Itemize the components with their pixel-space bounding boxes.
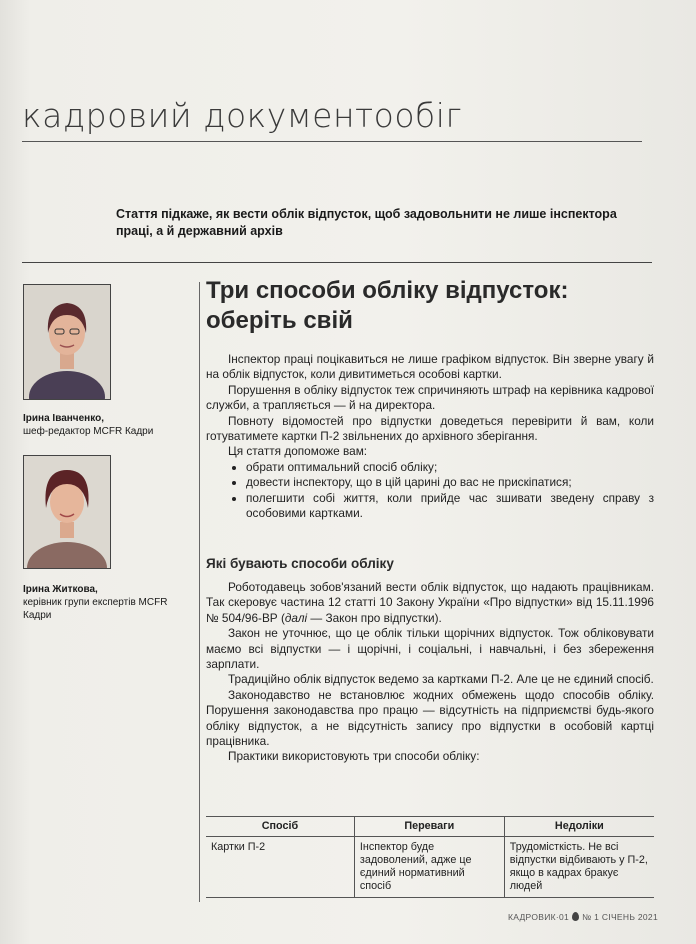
list-item: • довести інспектору, що в цій царині до вас не прискіпатися; — [246, 475, 654, 490]
article-intro — [206, 352, 654, 521]
column-header: Переваги — [354, 817, 504, 837]
methods-table — [206, 816, 654, 898]
lead-divider — [22, 262, 652, 263]
paragraph: Повноту відомостей про відпустки доведеться перевірити й вам, коли готуватимете картки П-2 звільнених до архівного зберігання. — [206, 413, 654, 444]
paragraph: Ця стаття допоможе вам: — [228, 444, 368, 459]
author-name: Ірина Іванченко, — [23, 413, 104, 424]
paragraph: Закон не уточнює, що це облік тільки щорічних відпусток. Тож обліковувати маємо всі відпустки — і щорічні, і соціальні, і навчальні, і без збереження зарплати. — [206, 626, 654, 672]
paragraph: Практики використовують три способи обліку: — [228, 749, 480, 764]
author-zhytkova — [23, 583, 198, 622]
column-divider — [199, 282, 200, 902]
author-ivanchenko — [23, 412, 198, 438]
table-row — [206, 837, 654, 898]
law-abbrev: далі — [284, 610, 308, 625]
list-item: • полегшити собі життя, коли прийде час зшивати зведену справу з особовими картками. — [246, 491, 654, 522]
column-header: Спосіб — [206, 817, 354, 837]
subheading: Які бувають способи обліку — [206, 556, 394, 571]
magazine-name: КАДРОВИК·01 — [508, 912, 570, 922]
section-title: кадровий документообіг — [22, 96, 463, 135]
author-photo-ivanchenko — [23, 284, 111, 400]
lead-text: Стаття підкаже, як вести облік відпусток, щоб задовольнити не лише інспектора праці, а й державний архів — [116, 207, 617, 238]
paragraph — [206, 580, 654, 626]
article-headline: Три способи обліку відпусток: оберіть свій — [206, 277, 569, 334]
title-divider — [22, 141, 642, 142]
paragraph: Законодавство не встановлює жодних обмежень щодо способів обліку. Порушення законодавства про працю — відсутність на підприємстві будь-якого обліку відпусток, а не відсутність запису про відпустки в особовій картці працівника. — [206, 687, 654, 749]
issue-info: № 1 СІЧЕНЬ 2021 — [582, 912, 658, 922]
paragraph: Традиційно облік відпусток ведемо за картками П-2. Але це не єдиний спосіб. — [228, 672, 654, 687]
table-header-row — [206, 817, 654, 837]
list-item: • обрати оптимальний спосіб обліку; — [246, 460, 654, 475]
table-cell: Трудомісткість. Не всі відпустки відбивають у П-2, якщо в кадрах бракує людей — [504, 837, 654, 898]
author-name: Ірина Житкова, — [23, 584, 98, 595]
paragraph: Інспектор праці поцікавиться не лише графіком відпусток. Він зверне увагу й на облік відпусток, коли дивитиметься особові картки. — [206, 352, 654, 382]
column-header: Недоліки — [504, 817, 654, 837]
benefits-list — [206, 460, 654, 522]
table-cell: Картки П-2 — [206, 837, 354, 898]
author-role: керівник групи експертів MCFR Кадри — [23, 597, 168, 621]
page-footer — [508, 912, 658, 922]
law-text: Роботодавець зобов'язаний вести облік відпусток, що надають працівникам. Так скеровує частина 12 статті 10 Закону України «Про відпустки» від 15.11.1996 № 504/96-ВР ( — [206, 580, 654, 625]
drop-logo-icon — [572, 912, 579, 921]
paragraph: Порушення в обліку відпусток теж спричиняють штраф на керівника кадрової служби, а трапляється — й на директора. — [206, 382, 654, 413]
table-cell: Інспектор буде задоволений, адже це єдиний нормативний спосіб — [354, 837, 504, 898]
author-photo-zhytkova — [23, 455, 111, 569]
author-role: шеф-редактор MCFR Кадри — [23, 426, 154, 437]
law-text-end: — Закон про відпустки). — [307, 610, 442, 625]
article-body — [206, 580, 654, 765]
